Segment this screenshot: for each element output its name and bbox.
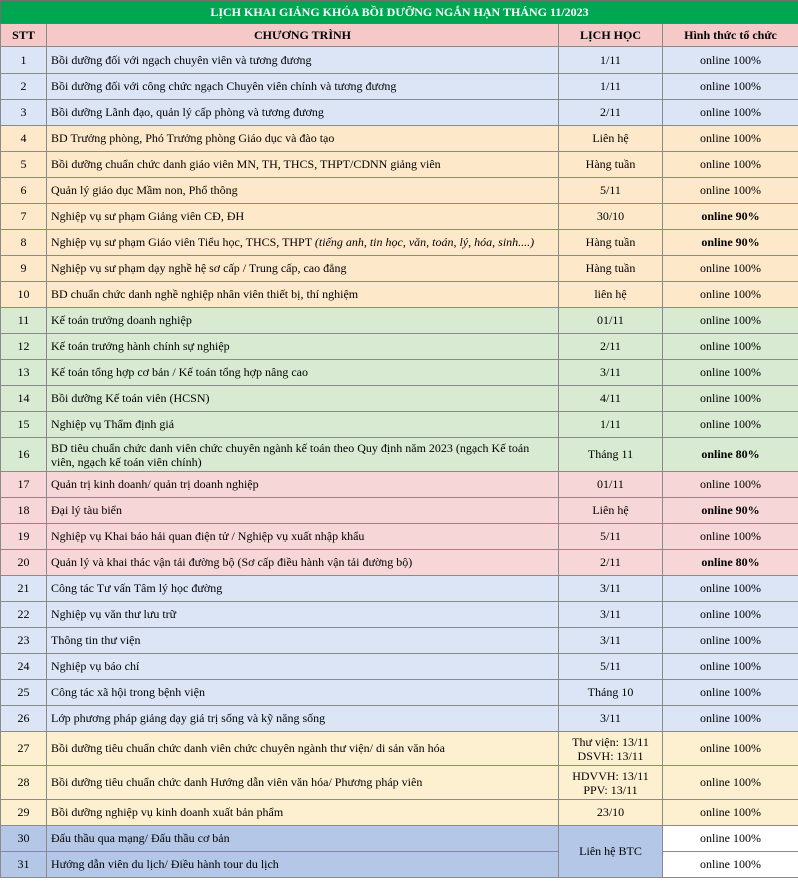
row-form: online 100% [663, 524, 798, 550]
row-form: online 100% [663, 732, 798, 766]
row-program: Nghiệp vụ Thẩm định giá [47, 412, 559, 438]
row-form: online 100% [663, 628, 798, 654]
row-stt: 19 [1, 524, 47, 550]
row-program-note: (tiếng anh, tin học, văn, toán, lý, hóa, sinh....) [314, 235, 535, 249]
row-schedule-line1: Thư viện: 13/11 [572, 734, 649, 749]
row-stt: 21 [1, 576, 47, 602]
row-program: Bồi dưỡng tiêu chuẩn chức danh viên chức chuyên ngành thư viện/ di sản văn hóa [47, 732, 559, 766]
row-form: online 100% [663, 126, 798, 152]
row-schedule: 1/11 [559, 47, 663, 74]
table-row [1, 152, 798, 178]
row-program: Quản trị kinh doanh/ quản trị doanh nghiệp [47, 472, 559, 498]
row-program: Công tác xã hội trong bệnh viện [47, 680, 559, 706]
row-schedule-line1: HDVVH: 13/11 [572, 768, 649, 783]
row-stt: 4 [1, 126, 47, 152]
row-stt: 24 [1, 654, 47, 680]
row-schedule: Liên hệ BTC [559, 826, 663, 878]
table-row [1, 472, 798, 498]
table-row [1, 126, 798, 152]
row-program [47, 230, 559, 256]
row-form: online 100% [663, 706, 798, 732]
table-row [1, 800, 798, 826]
row-form: online 100% [663, 282, 798, 308]
header-schedule: LỊCH HỌC [559, 24, 663, 47]
row-schedule: Tháng 10 [559, 680, 663, 706]
row-form: online 90% [663, 230, 798, 256]
row-stt: 12 [1, 334, 47, 360]
row-schedule: 1/11 [559, 412, 663, 438]
table-row [1, 360, 798, 386]
table-row [1, 74, 798, 100]
row-program: Bồi dưỡng chuẩn chức danh giáo viên MN, TH, THCS, THPT/CDNN giảng viên [47, 152, 559, 178]
row-schedule: liên hệ [559, 282, 663, 308]
row-form: online 100% [663, 800, 798, 826]
table-row [1, 628, 798, 654]
row-program: Nghiệp vụ sư phạm Giảng viên CĐ, ĐH [47, 204, 559, 230]
row-schedule: 30/10 [559, 204, 663, 230]
row-stt: 25 [1, 680, 47, 706]
row-stt: 31 [1, 852, 47, 878]
row-form: online 100% [663, 472, 798, 498]
row-program: Bồi dưỡng tiêu chuẩn chức danh Hướng dẫn viên văn hóa/ Phương pháp viên [47, 766, 559, 800]
row-schedule: Tháng 11 [559, 438, 663, 472]
row-stt: 10 [1, 282, 47, 308]
row-program: Công tác Tư vấn Tâm lý học đường [47, 576, 559, 602]
table-row [1, 680, 798, 706]
row-schedule: Hàng tuần [559, 256, 663, 282]
row-schedule: 4/11 [559, 386, 663, 412]
table-row [1, 732, 798, 766]
row-stt: 7 [1, 204, 47, 230]
header-stt: STT [1, 24, 47, 47]
row-form: online 100% [663, 100, 798, 126]
row-form: online 100% [663, 602, 798, 628]
row-schedule: 2/11 [559, 100, 663, 126]
row-stt: 17 [1, 472, 47, 498]
row-stt: 28 [1, 766, 47, 800]
table-row [1, 654, 798, 680]
row-form: online 100% [663, 178, 798, 204]
row-schedule: 3/11 [559, 628, 663, 654]
row-program: Đấu thầu qua mạng/ Đấu thầu cơ bản [47, 826, 559, 852]
row-program: BD chuẩn chức danh nghề nghiệp nhân viên thiết bị, thí nghiệm [47, 282, 559, 308]
row-schedule-line2: DSVH: 13/11 [577, 748, 644, 763]
row-schedule: 01/11 [559, 472, 663, 498]
table-row [1, 602, 798, 628]
row-program: Bồi dưỡng Lãnh đạo, quản lý cấp phòng và tương đương [47, 100, 559, 126]
row-schedule: Hàng tuần [559, 230, 663, 256]
row-stt: 27 [1, 732, 47, 766]
row-stt: 6 [1, 178, 47, 204]
row-program: BD Trưởng phòng, Phó Trưởng phòng Giáo dục và đào tạo [47, 126, 559, 152]
row-schedule: 5/11 [559, 654, 663, 680]
row-schedule: 3/11 [559, 360, 663, 386]
row-program: Thông tin thư viện [47, 628, 559, 654]
row-form: online 100% [663, 654, 798, 680]
row-stt: 8 [1, 230, 47, 256]
row-form: online 100% [663, 360, 798, 386]
row-form: online 100% [663, 152, 798, 178]
table-row [1, 412, 798, 438]
row-schedule: 2/11 [559, 550, 663, 576]
row-program: Kế toán trưởng hành chính sự nghiệp [47, 334, 559, 360]
row-schedule: 5/11 [559, 524, 663, 550]
row-form: online 100% [663, 74, 798, 100]
row-stt: 3 [1, 100, 47, 126]
row-schedule: 1/11 [559, 74, 663, 100]
row-schedule: 3/11 [559, 576, 663, 602]
header-form: Hình thức tổ chức [663, 24, 798, 47]
table-row [1, 386, 798, 412]
row-stt: 29 [1, 800, 47, 826]
row-schedule: Liên hệ [559, 498, 663, 524]
row-schedule: Hàng tuần [559, 152, 663, 178]
row-form: online 100% [663, 47, 798, 74]
table-row [1, 706, 798, 732]
row-stt: 9 [1, 256, 47, 282]
row-schedule [559, 732, 663, 766]
table-row [1, 204, 798, 230]
row-schedule: 23/10 [559, 800, 663, 826]
table-row [1, 438, 798, 472]
row-stt: 15 [1, 412, 47, 438]
table-row [1, 282, 798, 308]
row-program: Lớp phương pháp giảng dạy giá trị sống và kỹ năng sống [47, 706, 559, 732]
row-form: online 100% [663, 308, 798, 334]
row-stt: 16 [1, 438, 47, 472]
row-program: BD tiêu chuẩn chức danh viên chức chuyên ngành kế toán theo Quy định năm 2023 (ngạch Kế toán viên, ngạch kế toán viên chính) [47, 438, 559, 472]
row-program-title: Nghiệp vụ sư phạm Giáo viên Tiểu học, THCS, THPT [51, 235, 312, 249]
row-program: Bồi dưỡng đối với công chức ngạch Chuyên viên chính và tương đương [47, 74, 559, 100]
table-row [1, 550, 798, 576]
table-row [1, 576, 798, 602]
row-form: online 100% [663, 412, 798, 438]
row-form: online 100% [663, 766, 798, 800]
row-stt: 13 [1, 360, 47, 386]
row-program: Nghiệp vụ báo chí [47, 654, 559, 680]
row-form: online 100% [663, 576, 798, 602]
row-stt: 18 [1, 498, 47, 524]
row-program: Nghiệp vụ văn thư lưu trữ [47, 602, 559, 628]
table-row [1, 524, 798, 550]
row-stt: 20 [1, 550, 47, 576]
row-schedule: 2/11 [559, 334, 663, 360]
table-row [1, 47, 798, 74]
table-row [1, 498, 798, 524]
row-stt: 2 [1, 74, 47, 100]
row-program: Quản lý và khai thác vận tải đường bộ (Sơ cấp điều hành vận tải đường bộ) [47, 550, 559, 576]
row-schedule: 5/11 [559, 178, 663, 204]
row-schedule: 01/11 [559, 308, 663, 334]
row-schedule: 3/11 [559, 706, 663, 732]
row-program: Nghiệp vụ sư phạm dạy nghề hệ sơ cấp / Trung cấp, cao đẳng [47, 256, 559, 282]
row-program: Hướng dẫn viên du lịch/ Điều hành tour du lịch [47, 852, 559, 878]
row-program: Kế toán trưởng doanh nghiệp [47, 308, 559, 334]
row-form: online 100% [663, 852, 798, 878]
table-row [1, 766, 798, 800]
row-schedule [559, 766, 663, 800]
row-form: online 90% [663, 204, 798, 230]
row-form: online 100% [663, 826, 798, 852]
table-row [1, 256, 798, 282]
row-schedule: Liên hệ [559, 126, 663, 152]
table-row [1, 308, 798, 334]
row-stt: 14 [1, 386, 47, 412]
table-title: LỊCH KHAI GIẢNG KHÓA BỒI DƯỠNG NGẮN HẠN THÁNG 11/2023 [1, 1, 798, 24]
row-program: Bồi dưỡng đối với ngạch chuyên viên và tương đương [47, 47, 559, 74]
row-stt: 22 [1, 602, 47, 628]
row-schedule: 3/11 [559, 602, 663, 628]
header-program: CHƯƠNG TRÌNH [47, 24, 559, 47]
row-form: online 100% [663, 256, 798, 282]
row-form: online 100% [663, 386, 798, 412]
row-program: Bồi dưỡng nghiệp vụ kinh doanh xuất bản phẩm [47, 800, 559, 826]
row-program: Bồi dưỡng Kế toán viên (HCSN) [47, 386, 559, 412]
row-stt: 26 [1, 706, 47, 732]
row-form: online 80% [663, 438, 798, 472]
row-form: online 100% [663, 334, 798, 360]
table-row [1, 230, 798, 256]
table-row [1, 100, 798, 126]
table-row [1, 334, 798, 360]
row-stt: 1 [1, 47, 47, 74]
row-program: Kế toán tổng hợp cơ bản / Kế toán tổng hợp nâng cao [47, 360, 559, 386]
table-row [1, 852, 798, 878]
row-form: online 80% [663, 550, 798, 576]
row-schedule-line2: PPV: 13/11 [583, 782, 638, 797]
row-program: Quản lý giáo dục Mầm non, Phổ thông [47, 178, 559, 204]
row-form: online 100% [663, 680, 798, 706]
row-stt: 5 [1, 152, 47, 178]
row-stt: 23 [1, 628, 47, 654]
table-row [1, 178, 798, 204]
row-stt: 30 [1, 826, 47, 852]
row-form: online 90% [663, 498, 798, 524]
row-program: Nghiệp vụ Khai báo hải quan điện tử / Nghiệp vụ xuất nhập khẩu [47, 524, 559, 550]
table-row [1, 826, 798, 852]
row-stt: 11 [1, 308, 47, 334]
row-program: Đại lý tàu biển [47, 498, 559, 524]
